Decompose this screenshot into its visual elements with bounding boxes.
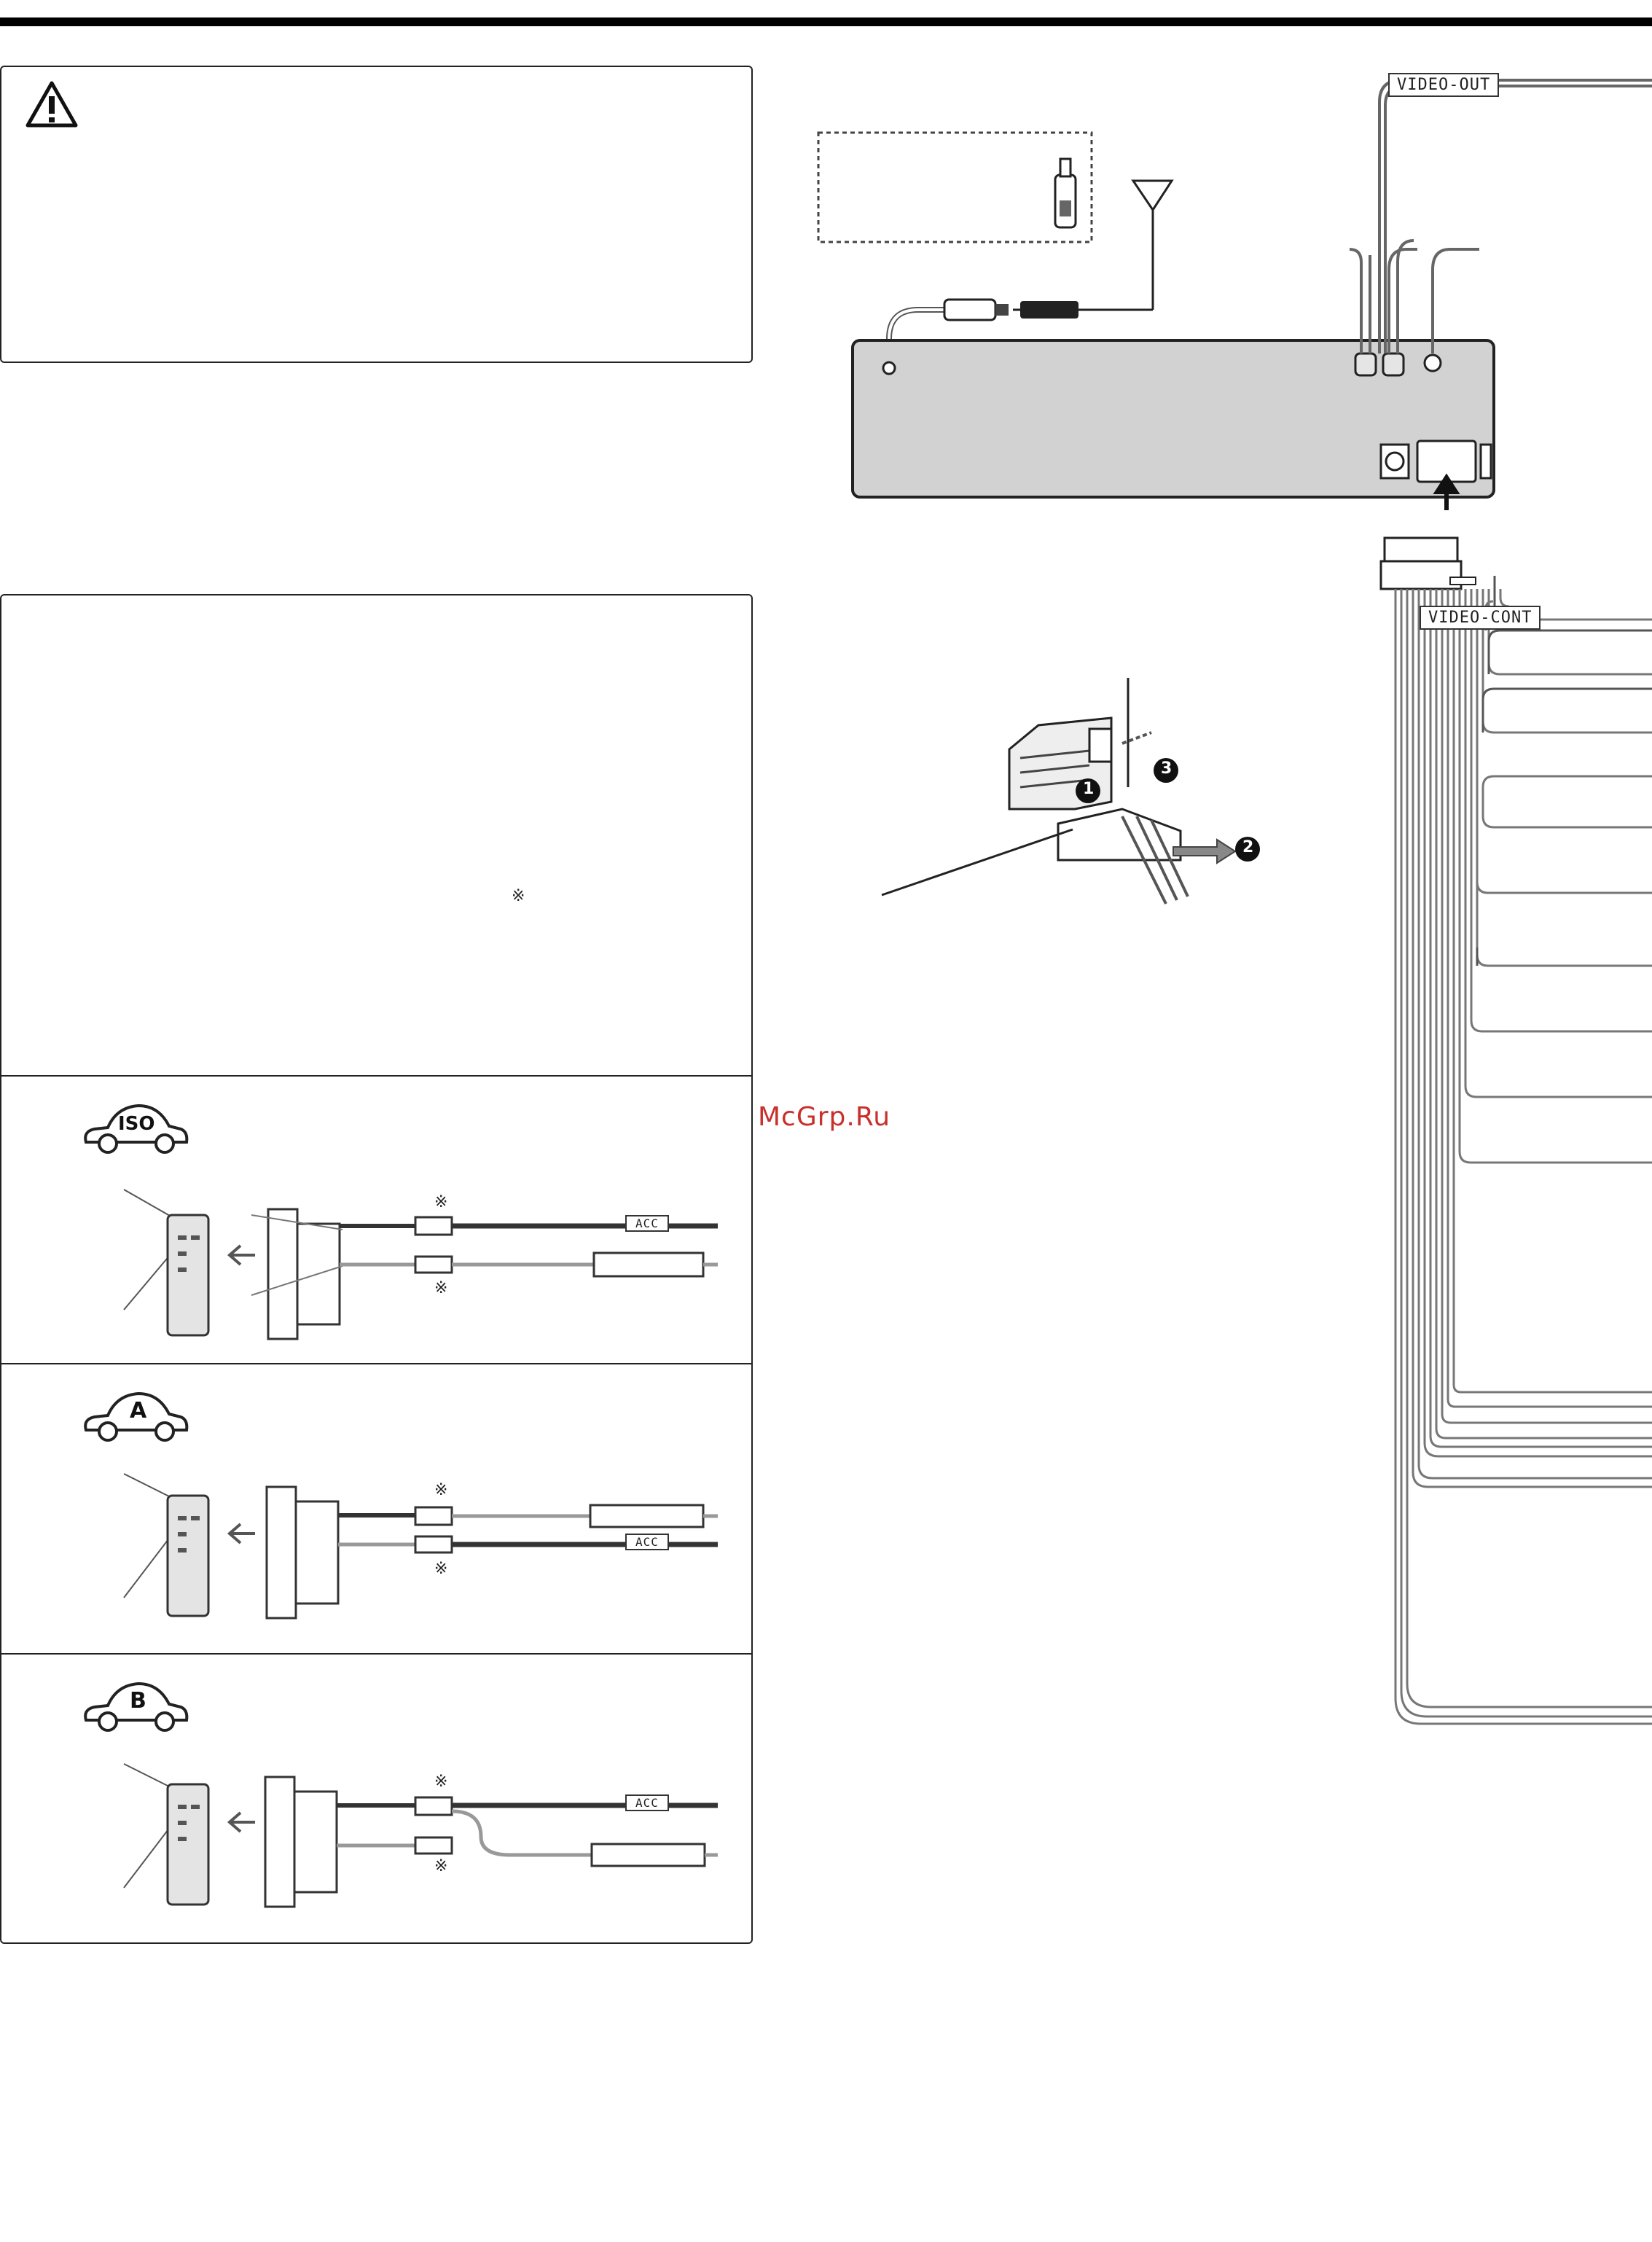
car-badge-label: A: [130, 1398, 147, 1423]
car-badge-label: B: [130, 1688, 146, 1714]
acc-wire-label: ACC: [625, 1794, 669, 1811]
acc-wire-label: ACC: [625, 1215, 669, 1232]
reference-mark: ※: [434, 1773, 448, 1791]
reference-mark: ※: [512, 887, 525, 905]
caution-box: [0, 66, 753, 363]
acc-wire-label: ACC: [625, 1534, 669, 1550]
video-out-label: VIDEO-OUT: [1388, 73, 1499, 97]
car-panel-b: [0, 1655, 753, 1943]
car-badge-label: ISO: [118, 1113, 155, 1135]
step-number-2: 2: [1242, 838, 1254, 856]
head-unit-diagram: [802, 58, 1652, 1735]
reference-mark: ※: [434, 1560, 448, 1578]
car-panel-iso: [0, 1077, 753, 1363]
watermark: McGrp.Ru: [758, 1102, 891, 1132]
reference-mark: ※: [434, 1279, 448, 1297]
reference-mark: ※: [434, 1481, 448, 1499]
reference-mark: ※: [434, 1857, 448, 1875]
step-number-3: 3: [1161, 759, 1173, 778]
car-panel-a: [0, 1364, 753, 1653]
connector-removal-illustration: [882, 678, 1260, 904]
video-cont-label: VIDEO-CONT: [1420, 606, 1541, 630]
header-rule: [0, 17, 1652, 26]
warning-triangle-icon: [25, 80, 79, 128]
step-number-1: 1: [1083, 780, 1095, 798]
reference-mark: ※: [434, 1193, 448, 1211]
antenna-icon: [1133, 181, 1172, 310]
wiring-diagram: [0, 1364, 753, 1653]
